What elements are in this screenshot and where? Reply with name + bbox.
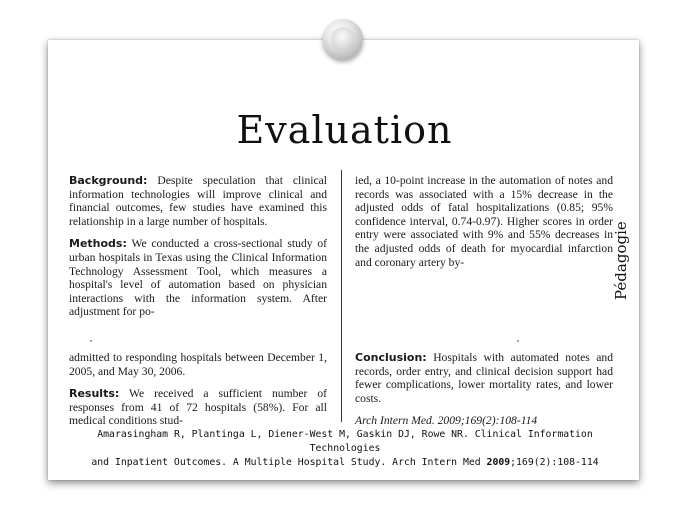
journal-reference: Arch Intern Med. 2009;169(2):108-114 xyxy=(355,414,538,428)
citation-line-2-text: and Inpatient Outcomes. A Multiple Hospital Study. Arch Intern Med xyxy=(91,457,487,468)
citation-line-1: Amarasingham R, Plantinga L, Diener-West M, Gaskin DJ, Rowe NR. Clinical Information Technologies xyxy=(97,429,593,454)
methods-text: We conducted a cross-sectional study of urban hospitals in Texas using the Clinical Information Technology Assessment Tool, which measures a hospital's level of automation based on physician interactions with the information system. After adjustment for po- xyxy=(69,237,327,319)
left-top-excerpt xyxy=(69,174,327,319)
findings-paragraph: ied, a 10-point increase in the automation of notes and records was associated with a 15% decrease in the adjusted odds of fatal hospitalizations (0.85; 95% confidence interval, 0.74-0.97). Higher scores in order entry were associated with 9% and 55% decreases in the adjusted odds of death for myocardial infarction and coronary artery by- xyxy=(355,174,613,269)
citation-line-2-suffix: ;169(2):108-114 xyxy=(510,457,599,468)
right-bottom-excerpt xyxy=(355,351,613,437)
right-top-excerpt xyxy=(355,174,613,269)
column-divider xyxy=(341,170,342,422)
conclusion-paragraph xyxy=(355,351,613,405)
results-text: We received a sufficient number of responses from 41 of 72 hospitals (58%). For all medical conditions stud- xyxy=(69,387,327,428)
scan-speck xyxy=(90,340,92,342)
methods-paragraph xyxy=(69,237,327,319)
intro-paragraph: admitted to responding hospitals between December 1, 2005, and May 30, 2006. xyxy=(69,351,327,378)
citation-line-2 xyxy=(60,456,630,470)
citation-year: 2009 xyxy=(486,457,511,468)
conclusion-text: Hospitals with automated notes and records, order entry, and clinical decision support had fewer complications, lower mortality rates, and lower costs. xyxy=(355,351,613,405)
side-label: Pédagogie xyxy=(612,221,630,300)
background-label: Background: xyxy=(69,174,148,187)
background-text: Despite speculation that clinical information technologies will improve clinical and financial outcomes, few studies have examined this relationship in a large number of hospitals. xyxy=(69,174,327,228)
scan-speck xyxy=(517,340,519,342)
conclusion-label: Conclusion: xyxy=(355,351,427,364)
methods-label: Methods: xyxy=(69,237,127,251)
background-paragraph xyxy=(69,174,327,228)
results-label: Results: xyxy=(69,387,120,401)
citation xyxy=(60,428,630,470)
pushpin-icon xyxy=(323,19,363,59)
left-bottom-excerpt xyxy=(69,351,327,437)
results-paragraph xyxy=(69,387,327,428)
page-title: Evaluation xyxy=(236,108,453,152)
